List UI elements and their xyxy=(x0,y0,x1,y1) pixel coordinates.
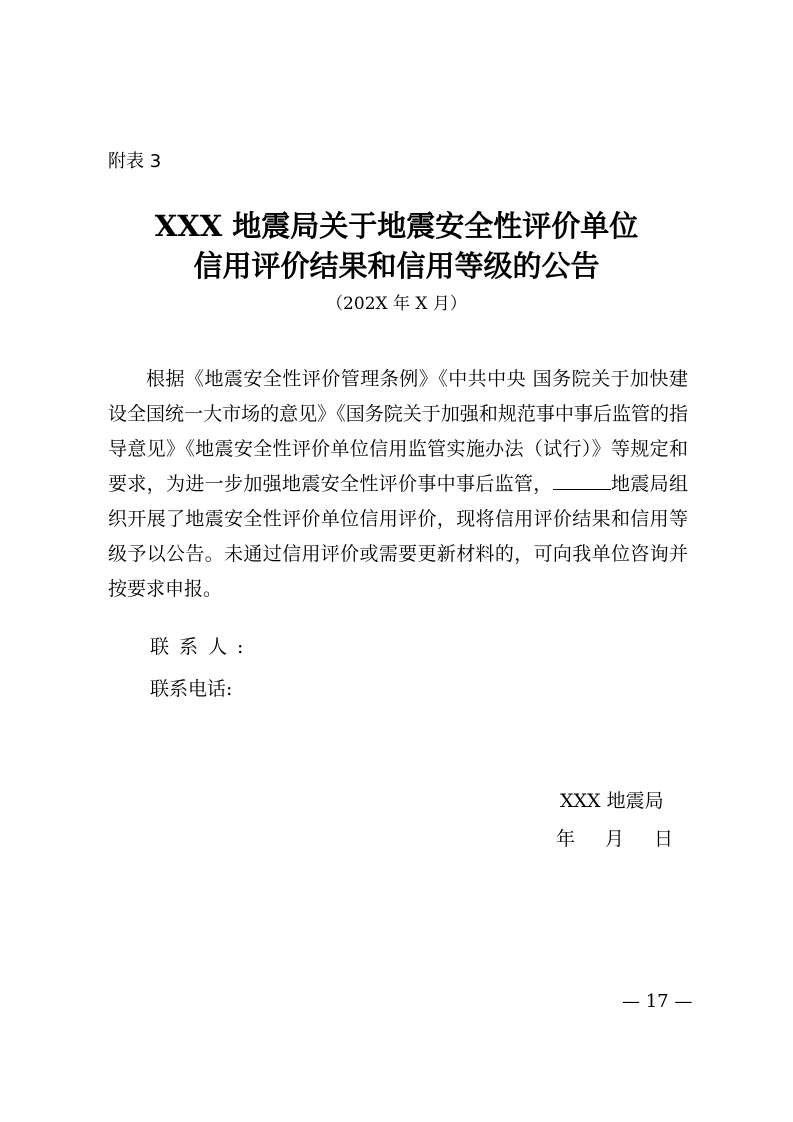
date-month: 月 xyxy=(605,828,625,850)
signature-date xyxy=(556,824,673,854)
body-text-part-1: 根据《地震安全性评价管理条例》《中共中央 国务院关于加快建设全国统一大市场的意见》《国务院关于加强和规范事中事后监管的指导意见》《地震安全性评价单位信用监管实施办法（试行）》等规定和要求，为进一步加强地震安全性评价事中事后监管， xyxy=(108,368,688,495)
contact-person-label: 联系人: xyxy=(150,636,254,658)
attachment-label: 附表 3 xyxy=(108,151,162,172)
signature-organization: XXX 地震局 xyxy=(560,790,664,812)
body-text-part-2: 地震局组织开展了地震安全性评价单位信用评价，现将信用评价结果和信用等级予以公告。未通过信用评价或需要更新材料的，可向我单位咨询并按要求申报。 xyxy=(108,473,688,600)
document-title-line-1: XXX 地震局关于地震安全性评价单位 xyxy=(154,209,639,243)
contact-phone-label: 联系电话: xyxy=(150,678,233,700)
date-line: （202X 年 X 月） xyxy=(326,294,467,314)
document-title-line-2: 信用评价结果和信用等级的公告 xyxy=(193,249,600,283)
blank-underline xyxy=(553,467,611,490)
page-number: — 17 — xyxy=(622,991,693,1012)
date-year: 年 xyxy=(556,828,576,850)
announcement-body xyxy=(108,362,688,607)
date-day: 日 xyxy=(654,828,674,850)
